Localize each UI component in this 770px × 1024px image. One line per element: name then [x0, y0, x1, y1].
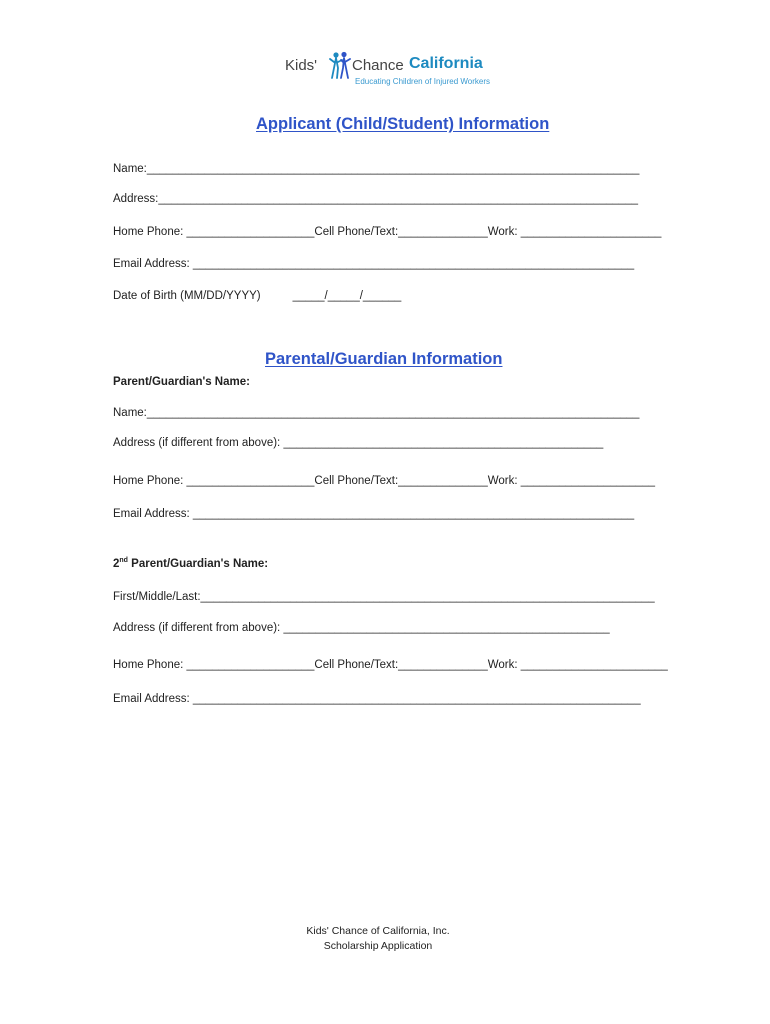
- children-figure-icon: [329, 51, 351, 79]
- parent-address-field: Address (if different from above): __________________________________________________: [113, 437, 604, 449]
- logo-text-chance: Chance: [352, 57, 404, 74]
- kids-chance-logo: [285, 51, 491, 91]
- logo-tagline: Educating Children of Injured Workers: [355, 77, 491, 86]
- applicant-email-field: Email Address: _____________________________________________________________________: [113, 258, 635, 270]
- parent2-phones-field: Home Phone: ____________________Cell Phone/Text:______________Work: _______________________: [113, 659, 668, 671]
- applicant-heading: Applicant (Child/Student) Information: [256, 115, 550, 133]
- parent2-ordinal: 2: [113, 557, 120, 570]
- parent2-subheading-text: Parent/Guardian's Name:: [127, 557, 269, 570]
- logo-text-california: California: [409, 55, 483, 72]
- applicant-address-field: Address:___________________________________________________________________________: [113, 193, 639, 205]
- parent2-name-field: First/Middle/Last:_______________________________________________________________________: [113, 591, 655, 603]
- parent2-email-field: Email Address: ______________________________________________________________________: [113, 693, 641, 705]
- parent-heading: Parental/Guardian Information: [265, 350, 503, 368]
- footer-org-name: Kids' Chance of California, Inc.: [306, 925, 450, 937]
- applicant-dob-field: Date of Birth (MM/DD/YYYY) _____/_____/______: [113, 290, 402, 302]
- footer-doc-title: Scholarship Application: [323, 940, 433, 952]
- parent-name-field: Name:_____________________________________________________________________________: [113, 407, 640, 419]
- parent-email-field: Email Address: _____________________________________________________________________: [113, 508, 635, 520]
- parent-phones-field: Home Phone: ____________________Cell Phone/Text:______________Work: _____________________: [113, 475, 656, 487]
- parent2-address-field: Address (if different from above): ___________________________________________________: [113, 622, 610, 634]
- parent2-ordinal-suffix: nd: [119, 557, 128, 564]
- parent-subheading: Parent/Guardian's Name:: [113, 376, 250, 388]
- applicant-name-field: Name:_____________________________________________________________________________: [113, 163, 640, 175]
- parent2-subheading: [113, 557, 268, 570]
- logo-text-kids: Kids': [285, 57, 318, 74]
- applicant-phones-field: Home Phone: ____________________Cell Phone/Text:______________Work: ______________________: [113, 226, 662, 238]
